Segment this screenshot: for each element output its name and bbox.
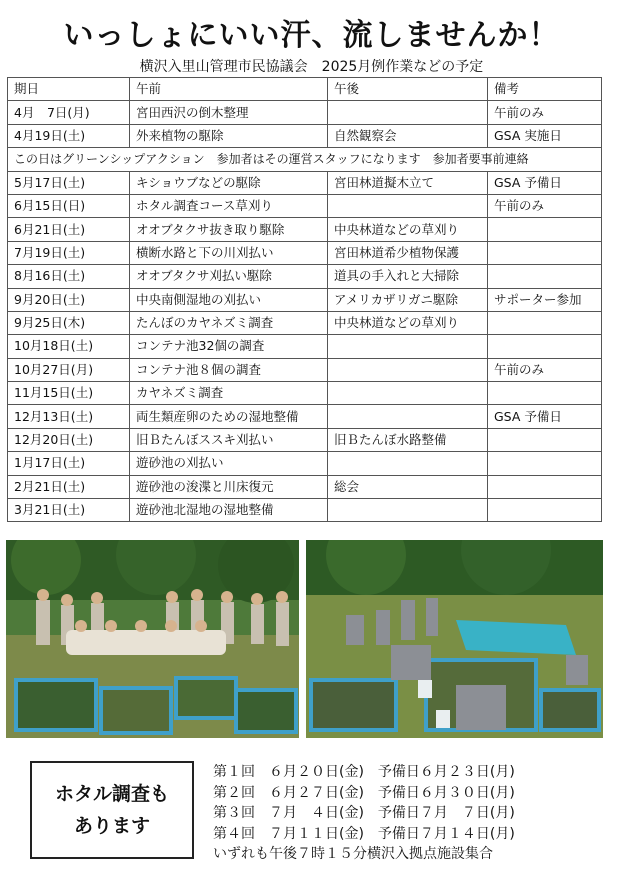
table-cell: コンテナ池８個の調査	[130, 358, 328, 381]
table-row	[8, 382, 602, 405]
table-cell	[328, 358, 488, 381]
table-note-cell: この日はグリーンシップアクション 参加者はその運営スタッフになります 参加者要事前連絡	[8, 148, 602, 171]
work-photo	[306, 540, 603, 738]
table-cell: オオブタクサ抜き取り駆除	[130, 218, 328, 241]
session-line: 第２回 ６月２７日(金) 予備日６月３０日(月)	[213, 784, 515, 801]
table-cell: 中央林道などの草刈り	[328, 218, 488, 241]
table-cell: 宮田西沢の倒木整理	[130, 101, 328, 124]
table-cell: アメリカザリガニ駆除	[328, 288, 488, 311]
table-cell	[488, 475, 602, 498]
table-cell	[488, 452, 602, 475]
table-cell: サポーター参加	[488, 288, 602, 311]
firefly-survey-line2: あります	[73, 815, 150, 837]
table-cell: GSA 予備日	[488, 171, 602, 194]
table-cell: 6月21日(土)	[8, 218, 130, 241]
table-cell: 宮田林道希少植物保護	[328, 241, 488, 264]
table-cell: 12月20日(土)	[8, 428, 130, 451]
table-cell: 10月18日(土)	[8, 335, 130, 358]
table-cell: 遊砂池北湿地の湿地整備	[130, 499, 328, 522]
table-row	[8, 265, 602, 288]
table-cell: 自然観察会	[328, 124, 488, 147]
column-header: 期日	[8, 78, 130, 101]
column-header: 午後	[328, 78, 488, 101]
firefly-session-list	[213, 762, 515, 865]
table-cell: 4月19日(土)	[8, 124, 130, 147]
table-cell: 午前のみ	[488, 194, 602, 217]
schedule-table	[7, 77, 602, 522]
table-row	[8, 358, 602, 381]
table-cell	[328, 335, 488, 358]
table-cell	[488, 382, 602, 405]
table-row	[8, 124, 602, 147]
table-cell	[488, 428, 602, 451]
table-cell: 道具の手入れと大掃除	[328, 265, 488, 288]
table-cell: キショウブなどの駆除	[130, 171, 328, 194]
table-cell: 中央林道などの草刈り	[328, 311, 488, 334]
table-cell	[328, 499, 488, 522]
table-cell: 4月 7日(月)	[8, 101, 130, 124]
firefly-survey-box	[30, 761, 194, 859]
table-row	[8, 311, 602, 334]
column-header: 備考	[488, 78, 602, 101]
table-cell: 3月21日(土)	[8, 499, 130, 522]
table-cell: 5月17日(土)	[8, 171, 130, 194]
table-row	[8, 335, 602, 358]
table-cell	[328, 382, 488, 405]
table-cell: 12月13日(土)	[8, 405, 130, 428]
table-cell: 旧Ｂたんぼ水路整備	[328, 428, 488, 451]
table-cell: 中央南側湿地の刈払い	[130, 288, 328, 311]
table-cell	[488, 311, 602, 334]
session-meeting-note: いずれも午後７時１５分横沢入拠点施設集合	[213, 846, 493, 863]
table-cell: カヤネズミ調査	[130, 382, 328, 405]
table-row	[8, 405, 602, 428]
table-cell: 遊砂池の刈払い	[130, 452, 328, 475]
table-cell: 9月25日(木)	[8, 311, 130, 334]
table-row	[8, 475, 602, 498]
table-cell	[488, 335, 602, 358]
table-cell	[328, 405, 488, 428]
table-row	[8, 171, 602, 194]
table-cell: 11月15日(土)	[8, 382, 130, 405]
table-cell: 遊砂池の浚渫と川床復元	[130, 475, 328, 498]
firefly-survey-line1: ホタル調査も	[54, 783, 169, 805]
table-row	[8, 218, 602, 241]
table-row	[8, 428, 602, 451]
table-cell: 午前のみ	[488, 101, 602, 124]
session-line: 第１回 ６月２０日(金) 予備日６月２３日(月)	[213, 764, 515, 780]
column-header: 午前	[130, 78, 328, 101]
group-photo	[6, 540, 299, 738]
table-cell	[328, 452, 488, 475]
table-cell: 外来植物の駆除	[130, 124, 328, 147]
table-cell: 6月15日(日)	[8, 194, 130, 217]
table-cell: GSA 実施日	[488, 124, 602, 147]
table-cell	[488, 241, 602, 264]
table-cell	[328, 194, 488, 217]
table-cell	[488, 218, 602, 241]
table-cell: 8月16日(土)	[8, 265, 130, 288]
table-cell: 10月27日(月)	[8, 358, 130, 381]
table-cell: 横断水路と下の川刈払い	[130, 241, 328, 264]
table-cell: オオブタクサ刈払い駆除	[130, 265, 328, 288]
table-cell: 両生類産卵のための湿地整備	[130, 405, 328, 428]
table-row	[8, 499, 602, 522]
table-cell: 午前のみ	[488, 358, 602, 381]
table-cell: 2月21日(土)	[8, 475, 130, 498]
table-row	[8, 241, 602, 264]
table-cell: 1月17日(土)	[8, 452, 130, 475]
table-cell: 7月19日(土)	[8, 241, 130, 264]
table-cell: ホタル調査コース草刈り	[130, 194, 328, 217]
table-cell: GSA 予備日	[488, 405, 602, 428]
table-cell: 総会	[328, 475, 488, 498]
page-title: いっしょにいい汗、流しませんか！	[63, 18, 560, 53]
table-row	[8, 101, 602, 124]
table-row	[8, 148, 602, 171]
table-cell: コンテナ池32個の調査	[130, 335, 328, 358]
page-subtitle: 横沢入里山管理市民協議会 2025月例作業などの予定	[139, 59, 484, 75]
table-cell: 9月20日(土)	[8, 288, 130, 311]
table-cell	[488, 499, 602, 522]
table-cell: 宮田林道擬木立て	[328, 171, 488, 194]
table-cell	[328, 101, 488, 124]
session-line: 第３回 ７月 ４日(金) 予備日７月 ７日(月)	[213, 805, 515, 822]
table-header-row	[8, 78, 602, 101]
table-cell: たんぼのカヤネズミ調査	[130, 311, 328, 334]
table-cell: 旧Ｂたんぼススキ刈払い	[130, 428, 328, 451]
table-cell	[488, 265, 602, 288]
table-row	[8, 288, 602, 311]
session-line: 第４回 ７月１１日(金) 予備日７月１４日(月)	[213, 825, 515, 842]
table-row	[8, 194, 602, 217]
table-row	[8, 452, 602, 475]
